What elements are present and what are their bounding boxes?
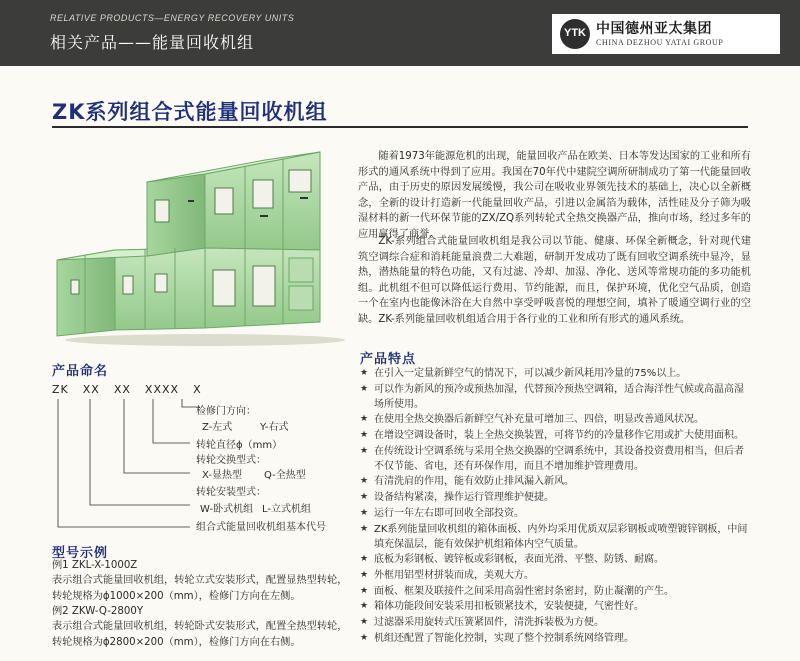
feature-item [360, 474, 752, 489]
feature-text: 可以作为新风的预冷或预热加湿，代替预冷预热空调箱，适合海洋性气候或高温高湿场所使用。 [374, 383, 744, 410]
intro-paragraph-2: ZK-系列组合式能量回收机组是我公司以节能、健康、环保全新概念，针对现代建筑空调综合症和消耗能量浪费二大难题，研制开发成功了既有回收空调系统中显冷，显热，潜热能量的特色功能，又有过滤、冷却、加湿、净化、送风等常规功能的多功能机组。此机组不但可以降低运行费用、节约能源，而且，保护环境，优化空气品质，创造一个在室内也能像沐浴在大自然中享受呼吸喜悦的理想空间，填补了暖通空调行业的空缺。ZK-系列能量回收机组适合用于各行业的工业和所有形式的通风系统。 [358, 236, 751, 325]
star-icon: ★ [360, 523, 369, 534]
feature-item [360, 552, 752, 567]
naming-door-label: 检修门方向： [196, 406, 256, 417]
examples-heading: 型号示例 [52, 546, 109, 561]
logo-company-name-en: CHINA DEZHOU YATAI GROUP [596, 38, 724, 47]
naming-exchange-type: 转轮交换型式： [196, 455, 266, 466]
star-icon: ★ [360, 507, 369, 518]
naming-diameter: 转轮直径ϕ（mm） [196, 440, 283, 451]
star-icon: ★ [360, 368, 369, 378]
star-icon: ★ [360, 632, 369, 643]
feature-item [360, 382, 752, 412]
star-icon: ★ [360, 492, 369, 503]
feature-item [360, 615, 752, 630]
feature-item [360, 599, 752, 614]
star-icon: ★ [360, 616, 369, 627]
naming-vertical: L-立式机组 [262, 504, 312, 515]
title-divider [52, 126, 748, 128]
feature-item [360, 490, 752, 505]
logo-mark-icon [560, 19, 590, 49]
feature-text: 有清洗肩的作用，能有效防止排风漏入新风。 [374, 476, 574, 488]
feature-item [360, 506, 752, 521]
feature-text: ZK系列能量回收机组的箱体面板、内外均采用优质双层彩钢板或喷塑镀锌钢板，中间填充保温层，能有效保护机组箱体内空气质量。 [374, 523, 748, 550]
example-2-code: 例2 ZKW-Q-2800Y [52, 606, 144, 617]
star-icon: ★ [360, 430, 369, 441]
feature-text: 在增设空调设备时，装上全热交换装置，可将节约的冷量移作它用或扩大使用面积。 [374, 430, 744, 442]
features-list [360, 366, 752, 646]
star-icon: ★ [360, 554, 369, 565]
feature-item [360, 428, 752, 443]
feature-text: 在引入一定量新鲜空气的情况下，可以减少新风耗用冷量的75%以上。 [374, 368, 687, 379]
code-part-series: ZK [52, 383, 69, 396]
star-icon: ★ [360, 569, 369, 580]
naming-door-right: Y-右式 [260, 422, 289, 433]
naming-horizontal: W-卧式机组 [200, 504, 254, 515]
feature-text: 底板为彩钢板、镀锌板或彩钢板，表面光滑、平整、防锈、耐腐。 [374, 554, 664, 566]
code-part-diameter: XXXX [144, 383, 180, 396]
feature-item [360, 631, 752, 646]
company-logo [552, 14, 780, 54]
feature-item [360, 444, 752, 474]
feature-text: 外框用铝型材拼装而成，美观大方。 [374, 569, 534, 581]
feature-item [360, 568, 752, 583]
code-part-install: XX [82, 383, 100, 396]
star-icon: ★ [360, 414, 369, 425]
page-title: ZK系列组合式能量回收机组 [52, 100, 328, 124]
naming-bracket-lines [50, 395, 210, 530]
feature-text: 在传统设计空调系统与采用全热交换器的空调系统中，其设备投资费用相当，但后者不仅节能、省电，还有环保作用，而且不增加维护管理费用。 [374, 445, 744, 472]
star-icon: ★ [360, 585, 369, 596]
features-heading: 产品特点 [360, 352, 417, 367]
star-icon: ★ [360, 383, 369, 394]
naming-door-left: Z-左式 [202, 422, 233, 433]
feature-text: 面板、框架及联接件之间采用高弱性密封条密封，防止凝潮的产生。 [374, 585, 674, 597]
feature-item [360, 412, 752, 427]
header-band [0, 0, 800, 66]
code-part-door: X [193, 383, 202, 396]
feature-item [360, 584, 752, 599]
feature-text: 在使用全热交换器后新鲜空气补充量可增加三、四倍，明显改善通风状况。 [374, 414, 704, 426]
feature-item [360, 522, 752, 552]
logo-company-name: 中国德州亚太集团 [596, 21, 712, 37]
naming-total: Q-全热型 [264, 470, 306, 481]
naming-heading: 产品命名 [52, 364, 109, 379]
star-icon: ★ [360, 601, 369, 612]
logo-mark-text: YTK [564, 27, 586, 39]
header-subtitle: RELATIVE PRODUCTS—ENERGY RECOVERY UNITS [50, 13, 295, 23]
naming-install-type: 转轮安装型式： [196, 487, 266, 498]
example-2-desc: 表示组合式能量回收机组，转轮卧式安装形式，配置全热型转轮，转轮规格为ϕ2800×200（mm），检修门方向在右侧。 [52, 621, 348, 648]
feature-text: 运行一年左右即可回收全部投资。 [374, 507, 524, 519]
star-icon: ★ [360, 476, 369, 487]
feature-item [360, 366, 752, 381]
naming-base-code: 组合式能量回收机组基本代号 [196, 522, 326, 533]
example-1-desc: 表示组合式能量回收机组，转轮立式安装形式，配置显热型转轮，转轮规格为ϕ1000×200（mm），检修门方向在左侧。 [52, 575, 348, 602]
feature-text: 机组还配置了智能化控制，实现了整个控制系统网络管理。 [374, 632, 634, 644]
intro-paragraph-1: 随着1973年能源危机的出现，能量回收产品在欧美、日本等发达国家的工业和所有形式的通风系统中得到了应用。我国在70年代中建院空调所研制成功了第一代能量回收产品，由于历史的原因发展缓慢，我公司在吸收业界领先技术的基础上，决心以全新概念，全新的设计打造新一代能量回收产品，引进以金属箔为载体，活性硅及分子筛为吸湿材料的新一代环保节能的ZX/ZQ系列转轮式全热交换器产品，推向市场，经过多年的应用赢得了商誉。 [358, 151, 751, 240]
header-title: 相关产品——能量回收机组 [50, 33, 255, 52]
energy-recovery-unit-image [55, 140, 350, 350]
feature-text: 箱体功能段间安装采用扣板锁紧技术，安装便捷，气密性好。 [374, 601, 644, 613]
feature-text: 设备结构紧凑，操作运行管理维护便捷。 [374, 492, 554, 504]
naming-sensible: X-显热型 [202, 470, 242, 481]
star-icon: ★ [360, 445, 369, 456]
code-part-type: XX [113, 383, 131, 396]
feature-text: 过滤器采用旋转式压簧紧固件，清洗拆装极为方便。 [374, 616, 604, 628]
example-1-code: 例1 ZKL-X-1000Z [52, 560, 138, 571]
